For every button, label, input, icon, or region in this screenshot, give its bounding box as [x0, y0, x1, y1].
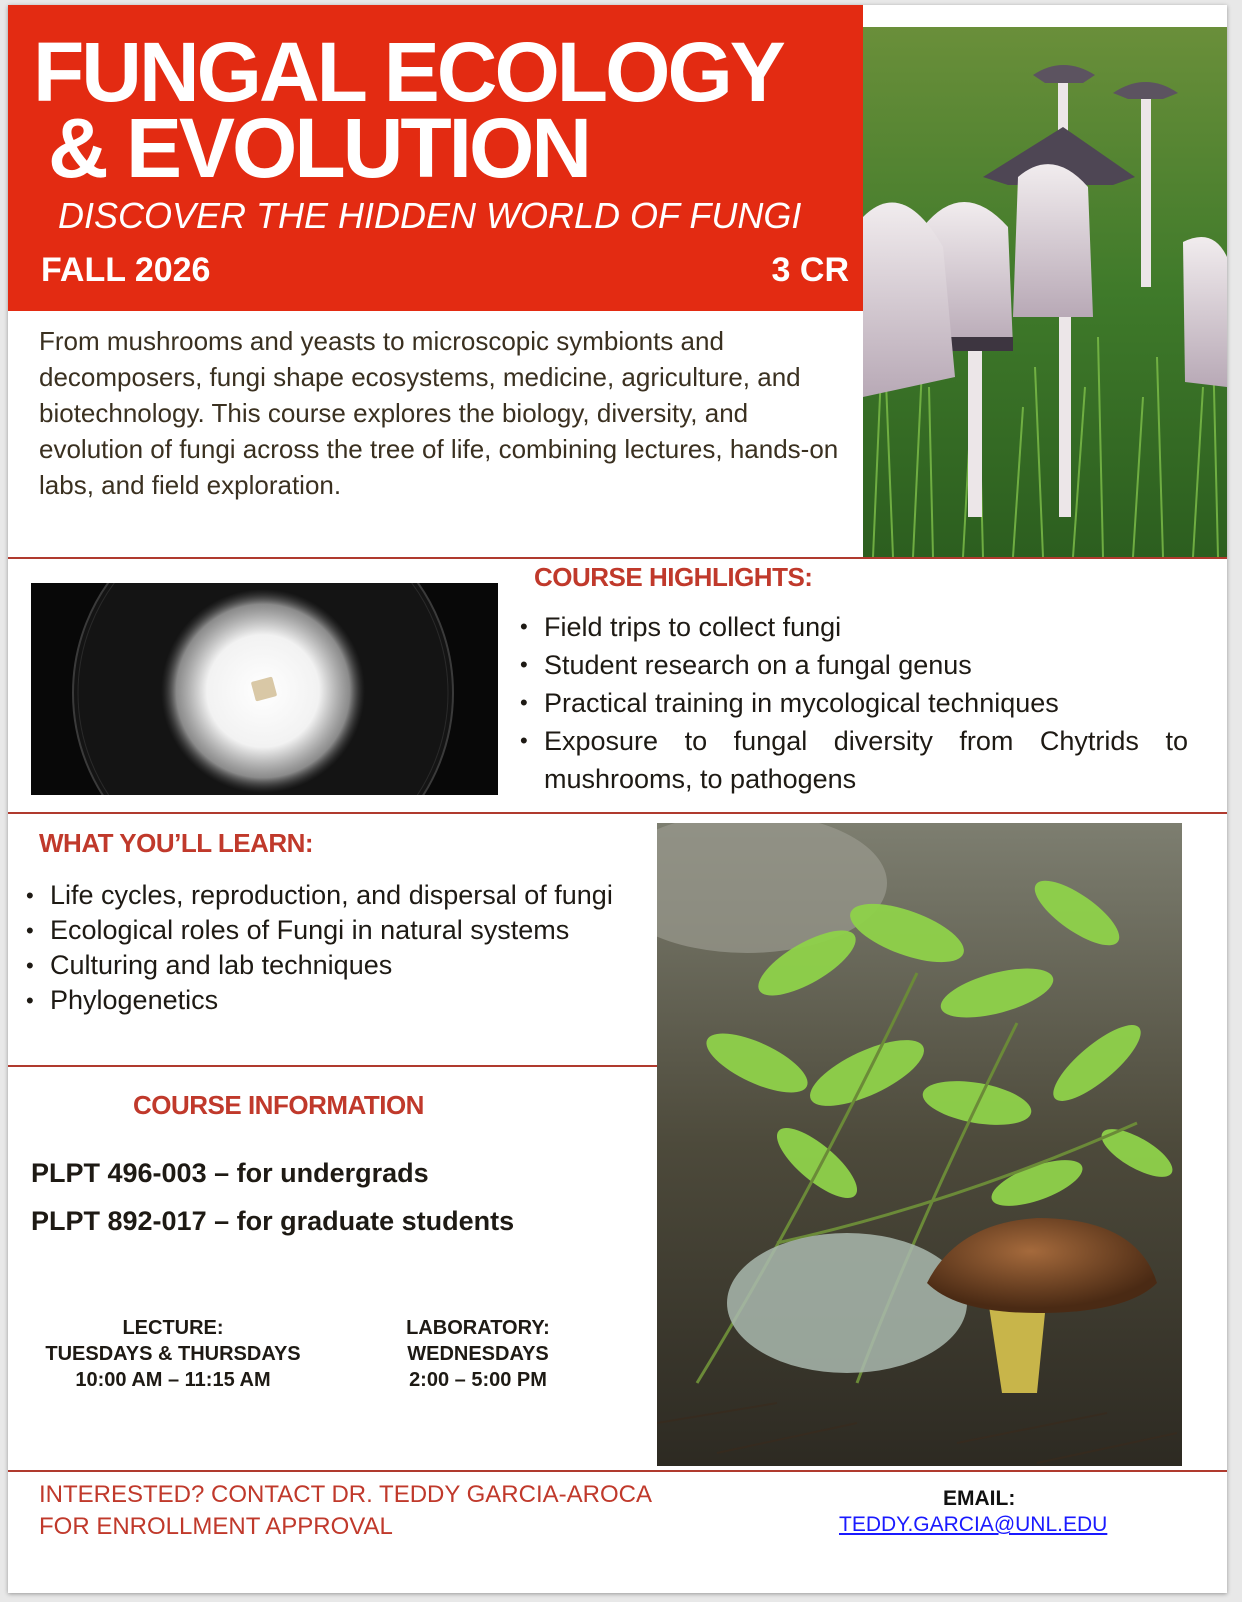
- photo-petri-dish-culture: [31, 583, 498, 795]
- list-item: • Field trips to collect fungi: [518, 608, 1188, 646]
- email-label: EMAIL:: [943, 1487, 1016, 1510]
- lab-label: LABORATORY:: [406, 1317, 550, 1339]
- list-item: • Practical training in mycological techniques: [518, 684, 1188, 722]
- lecture-label: LECTURE:: [122, 1317, 224, 1339]
- list-item: • Student research on a fungal genus: [518, 646, 1188, 684]
- lecture-schedule: [28, 1315, 318, 1393]
- subtitle: DISCOVER THE HIDDEN WORLD OF FUNGI: [58, 195, 802, 236]
- lecture-days: TUESDAYS & THURSDAYS: [45, 1343, 301, 1365]
- photo-bolete-mushroom: [657, 823, 1182, 1466]
- term-label: FALL 2026: [41, 251, 211, 289]
- title-line-1: FUNGAL ECOLOGY: [33, 25, 783, 119]
- list-item: • Culturing and lab techniques: [24, 948, 644, 983]
- photo-shaggy-mane-mushrooms: [863, 27, 1227, 557]
- learn-heading: WHAT YOU’LL LEARN:: [39, 828, 314, 858]
- header-banner: [8, 5, 863, 311]
- list-item: • Ecological roles of Fungi in natural systems: [24, 913, 644, 948]
- divider-1: [8, 557, 1227, 559]
- credits-label: 3 CR: [771, 251, 849, 289]
- intro-paragraph: From mushrooms and yeasts to microscopic symbionts and decomposers, fungi shape ecosystems, medicine, agriculture, and biotechnology. This course explores the biology, diversity, and evolution of fungi across the tree of life, combining lectures, hands-on labs, and field exploration.: [39, 326, 839, 500]
- lab-time: 2:00 – 5:00 PM: [409, 1369, 547, 1391]
- lecture-time: 10:00 AM – 11:15 AM: [75, 1369, 271, 1391]
- divider-3: [8, 1065, 657, 1067]
- flyer-page: [8, 5, 1227, 1593]
- course-info-heading: COURSE INFORMATION: [133, 1090, 424, 1120]
- highlights-list: [518, 608, 1188, 798]
- list-item: • Phylogenetics: [24, 983, 644, 1018]
- highlights-heading: COURSE HIGHLIGHTS:: [534, 562, 813, 592]
- graduate-course-code: PLPT 892-017 – for graduate students: [31, 1206, 515, 1236]
- undergrad-course-code: PLPT 496-003 – for undergrads: [31, 1158, 429, 1188]
- divider-2: [8, 812, 1227, 814]
- contact-text: [39, 1479, 652, 1543]
- list-item: • Life cycles, reproduction, and dispersal of fungi: [24, 878, 644, 913]
- email-link[interactable]: TEDDY.GARCIA@UNL.EDU: [839, 1513, 1108, 1536]
- contact-line-1: INTERESTED? CONTACT DR. TEDDY GARCIA-AROCA: [39, 1481, 652, 1508]
- lab-days: WEDNESDAYS: [407, 1343, 549, 1365]
- list-item: • Exposure to fungal diversity from Chytrids to mushrooms, to pathogens: [518, 722, 1188, 798]
- learn-list: [24, 878, 644, 1018]
- title-line-2: & EVOLUTION: [48, 101, 590, 195]
- lab-schedule: [373, 1315, 583, 1393]
- contact-line-2: FOR ENROLLMENT APPROVAL: [39, 1513, 393, 1540]
- divider-4: [8, 1470, 1227, 1472]
